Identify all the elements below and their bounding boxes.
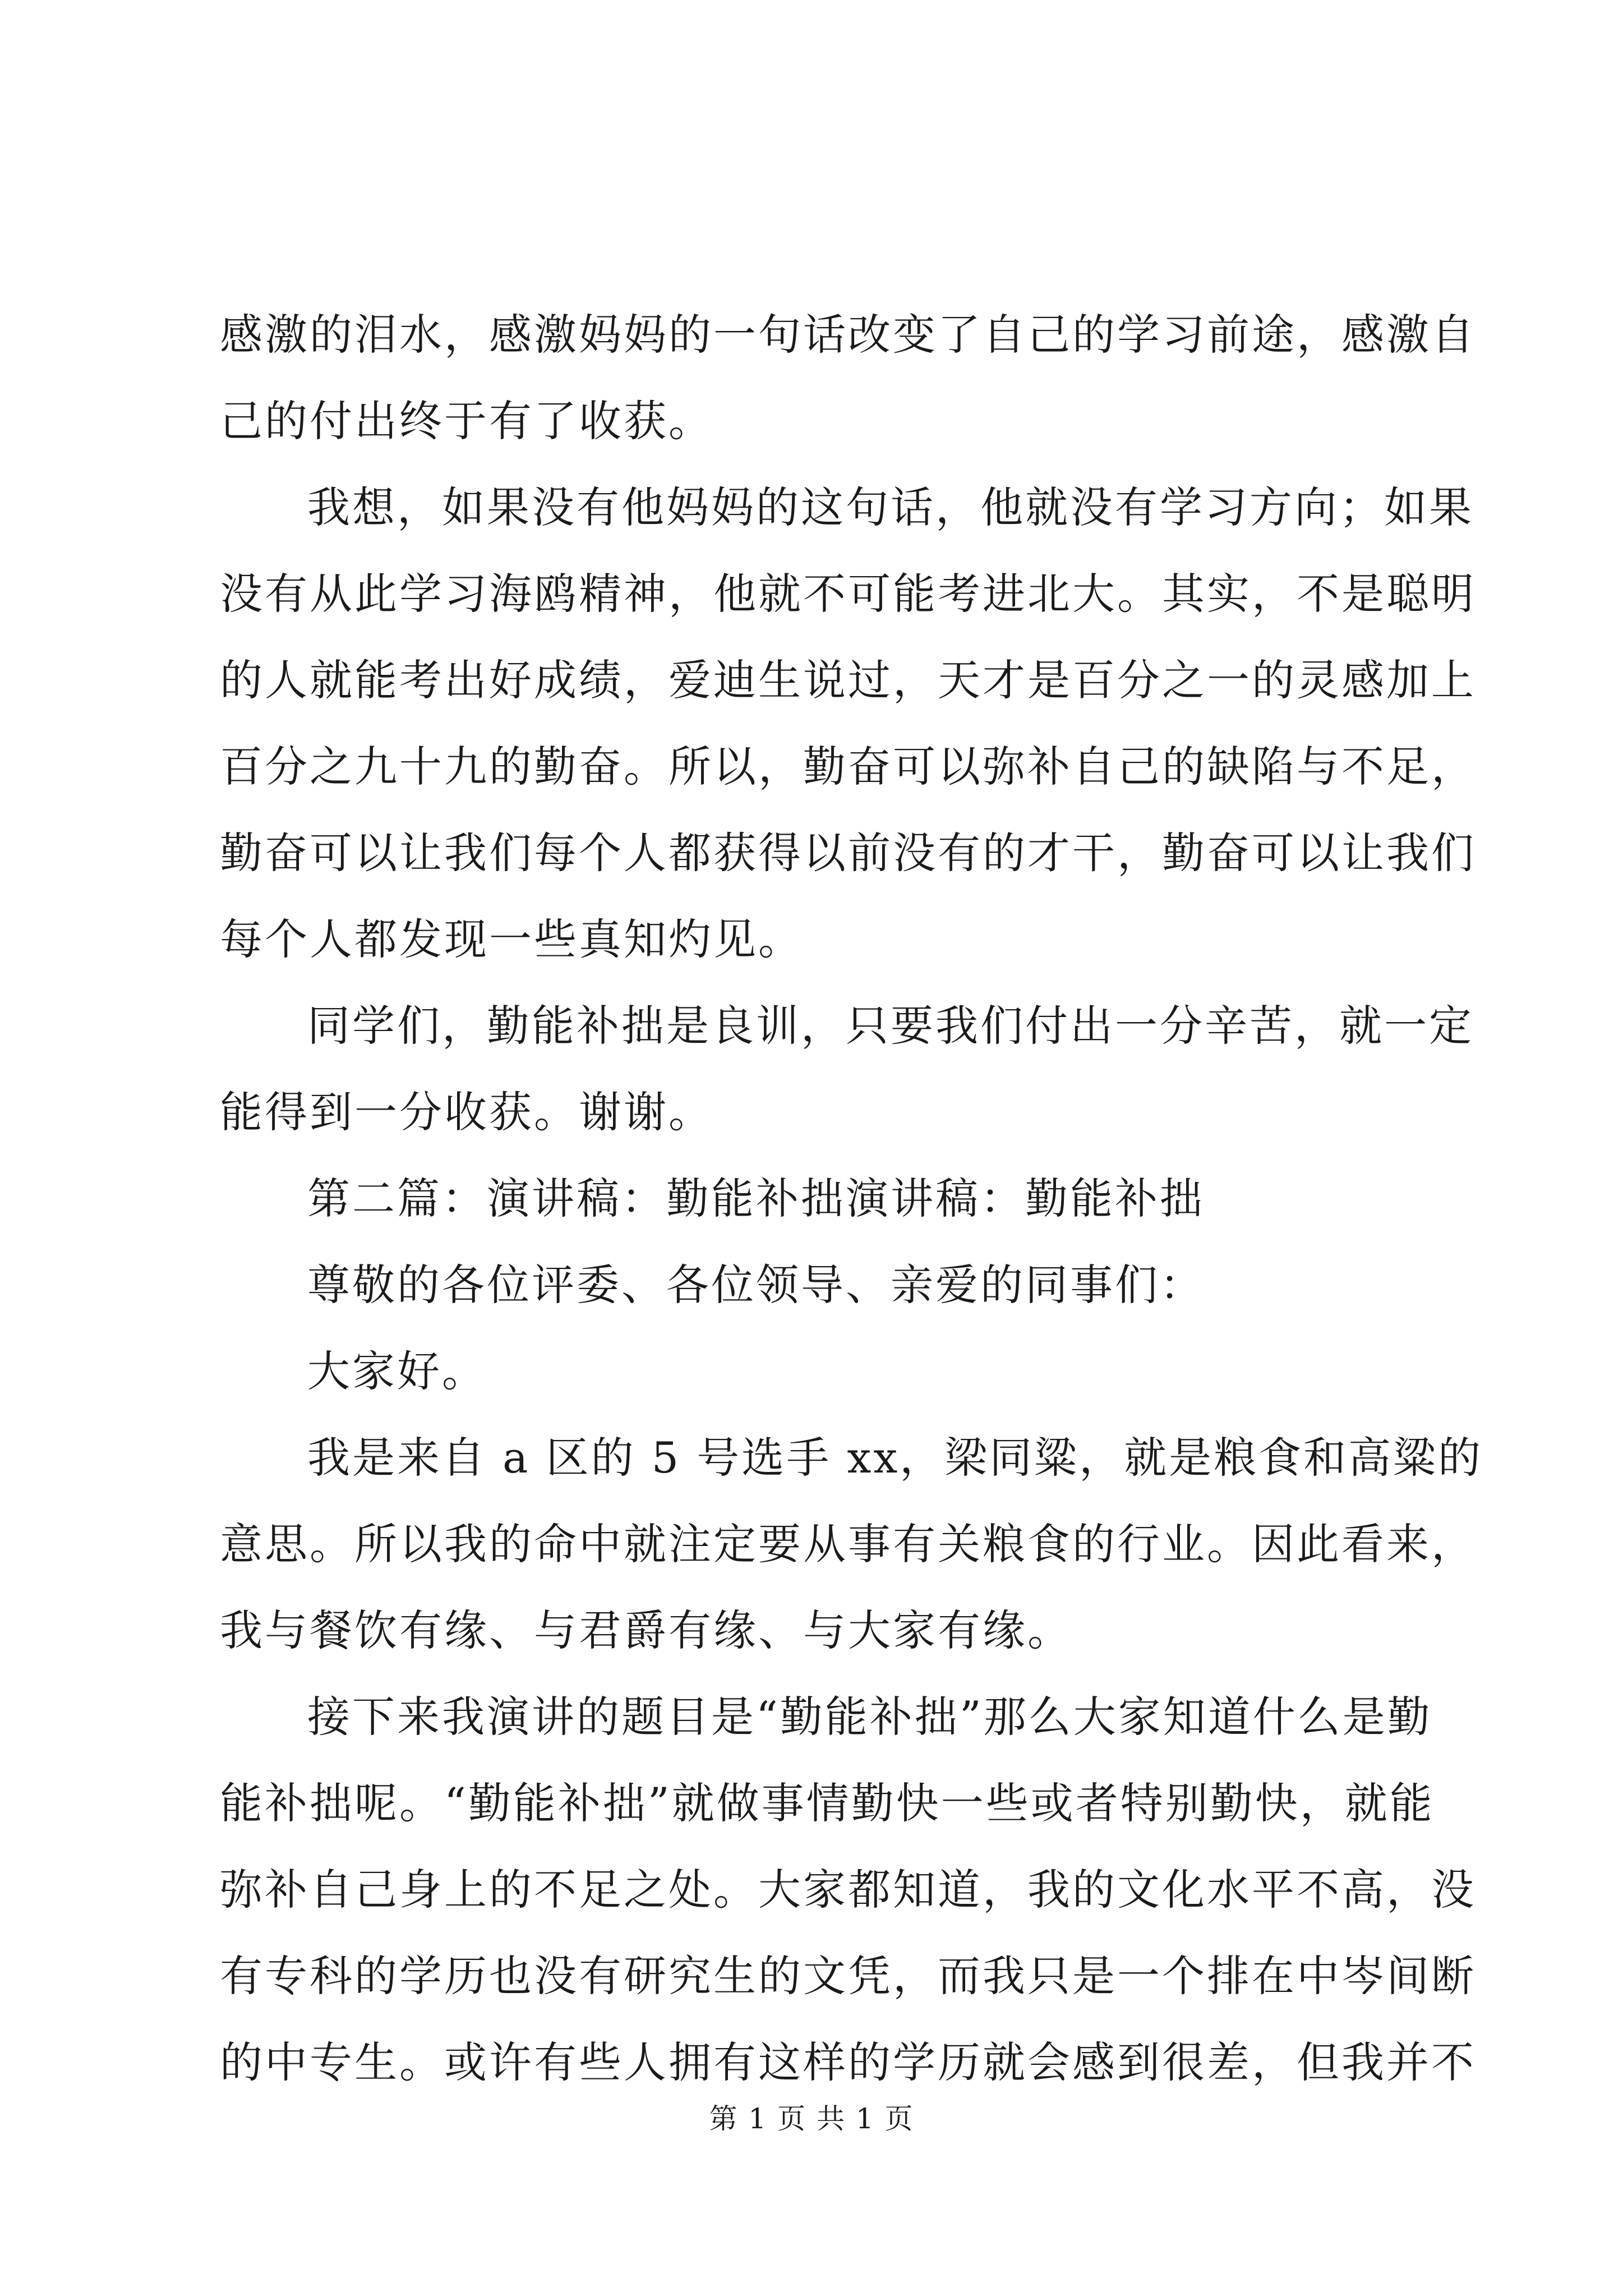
text-line: 的中专生。或许有些人拥有这样的学历就会感到很差，但我并不 (220, 2037, 1476, 2087)
text-line: 我与餐饮有缘、与君爵有缘、与大家有缘。 (220, 1605, 1072, 1655)
text-line: 能得到一分收获。谢谢。 (220, 1087, 713, 1137)
text-line: 没有从此学习海鸥精神，他就不可能考进北大。其实，不是聪明 (220, 569, 1476, 619)
text-line: 感激的泪水，感激妈妈的一句话改变了自己的学习前途，感激自 (220, 310, 1476, 360)
document-body (220, 292, 1483, 2106)
text-line: 每个人都发现一些真知灼见。 (220, 914, 803, 964)
text-line: 意思。所以我的命中就注定要从事有关粮食的行业。因此看来， (220, 1519, 1476, 1569)
text-line: 勤奋可以让我们每个人都获得以前没有的才干，勤奋可以让我们 (220, 828, 1476, 878)
text-line: 我是来自 a 区的 5 号选手 xx，梁同粱，就是粮食和高粱的 (307, 1433, 1483, 1483)
page-footer (0, 2099, 1623, 2138)
text-line: 接下来我演讲的题目是“勤能补拙”那么大家知道什么是勤 (307, 1692, 1432, 1742)
text-line: 弥补自己身上的不足之处。大家都知道，我的文化水平不高，没 (220, 1865, 1476, 1915)
text-line: 我想，如果没有他妈妈的这句话，他就没有学习方向；如果 (307, 482, 1474, 532)
text-line: 百分之九十九的勤奋。所以，勤奋可以弥补自己的缺陷与不足， (220, 742, 1476, 792)
text-line: 能补拙呢。“勤能补拙”就做事情勤快一些或者特别勤快，就能 (220, 1778, 1435, 1828)
text-line: 己的付出终于有了收获。 (220, 396, 713, 446)
greeting: 大家好。 (307, 1346, 487, 1396)
page-number-label: 第 1 页 共 1 页 (709, 2102, 914, 2135)
salutation: 尊敬的各位评委、各位领导、亲爱的同事们： (307, 1260, 1205, 1310)
section-heading: 第二篇：演讲稿：勤能补拙演讲稿：勤能补拙 (307, 1174, 1205, 1223)
text-line: 的人就能考出好成绩，爱迪生说过，天才是百分之一的灵感加上 (220, 655, 1476, 705)
text-line: 同学们，勤能补拙是良训，只要我们付出一分辛苦，就一定 (307, 1001, 1474, 1051)
text-line: 有专科的学历也没有研究生的文凭，而我只是一个排在中岑间断 (220, 1951, 1476, 2001)
